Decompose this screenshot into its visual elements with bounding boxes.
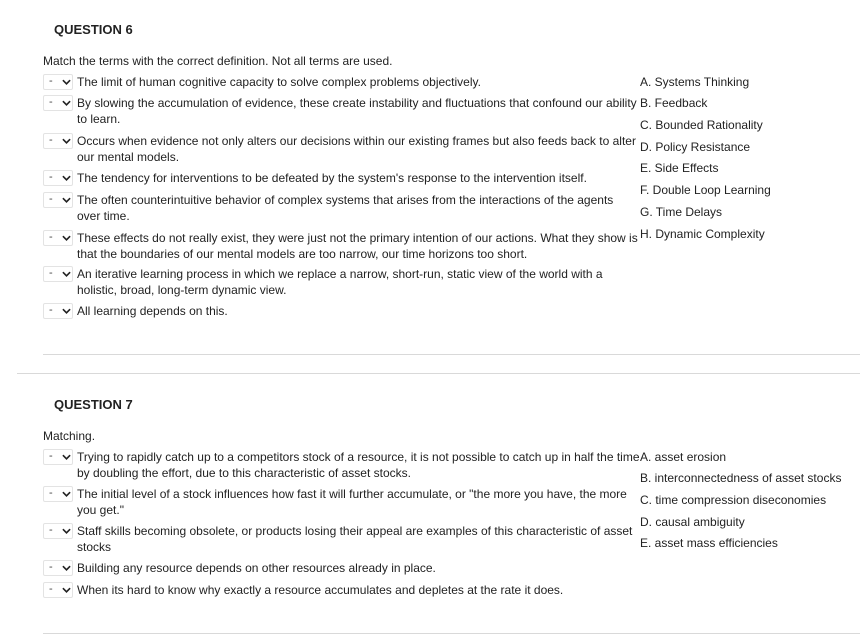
- chevron-down-icon: [62, 100, 71, 106]
- definition-text: The limit of human cognitive capacity to solve complex problems objectively.: [77, 75, 481, 89]
- dropdown-value: -: [49, 134, 53, 146]
- q7-option-d: D. causal ambiguity: [640, 515, 745, 529]
- definition-text: An iterative learning process in which we replace a narrow, short-run, static view of the world with a holistic, broad, long-term dynamic view.: [77, 267, 603, 297]
- definition-text: Building any resource depends on other resources already in place.: [77, 561, 436, 575]
- answer-dropdown[interactable]: [43, 170, 73, 186]
- definition-text: The tendency for interventions to be defeated by the system's response to the intervention itself.: [77, 171, 587, 185]
- dropdown-value: -: [49, 193, 53, 205]
- chevron-down-icon: [62, 587, 71, 593]
- q6-option-e: E. Side Effects: [640, 161, 719, 175]
- dropdown-value: -: [49, 450, 53, 462]
- definition-text: Occurs when evidence not only alters our decisions within our existing frames but also feeds back to alter our mental models.: [77, 134, 636, 164]
- chevron-down-icon: [62, 528, 71, 534]
- dropdown-value: -: [49, 304, 53, 316]
- definition-text: The often counterintuitive behavior of complex systems that arises from the interactions of the agents over time.: [77, 193, 614, 223]
- answer-dropdown[interactable]: [43, 192, 73, 208]
- answer-dropdown[interactable]: [43, 449, 73, 465]
- q6-option-d: D. Policy Resistance: [640, 140, 751, 154]
- answer-dropdown[interactable]: [43, 523, 73, 539]
- dropdown-value: -: [49, 75, 53, 87]
- definition-text: Trying to rapidly catch up to a competitors stock of a resource, it is not possible to catch up in half the time by doubling the effort, due to this characteristic of asset stocks.: [77, 450, 640, 480]
- q6-option-g: G. Time Delays: [640, 205, 723, 219]
- answer-dropdown[interactable]: [43, 303, 73, 319]
- answer-dropdown[interactable]: [43, 95, 73, 111]
- answer-dropdown[interactable]: [43, 133, 73, 149]
- dropdown-value: -: [49, 583, 53, 595]
- answer-dropdown[interactable]: [43, 486, 73, 502]
- dropdown-value: -: [49, 524, 53, 536]
- question-6-title: QUESTION 6: [54, 22, 133, 37]
- chevron-down-icon: [62, 491, 71, 497]
- answer-dropdown[interactable]: [43, 230, 73, 246]
- answer-dropdown[interactable]: [43, 266, 73, 282]
- dropdown-value: -: [49, 171, 53, 183]
- answer-dropdown[interactable]: [43, 582, 73, 598]
- chevron-down-icon: [62, 197, 71, 203]
- chevron-down-icon: [62, 138, 71, 144]
- chevron-down-icon: [62, 565, 71, 571]
- answer-dropdown[interactable]: [43, 560, 73, 576]
- dropdown-value: -: [49, 487, 53, 499]
- dropdown-value: -: [49, 561, 53, 573]
- definition-text: All learning depends on this.: [77, 304, 228, 318]
- q6-option-f: F. Double Loop Learning: [640, 183, 771, 197]
- definition-text: The initial level of a stock influences how fast it will further accumulate, or "the more you have, the more you get.": [77, 487, 627, 517]
- definition-text: These effects do not really exist, they were just not the primary intention of our actions. What they show is that the boundaries of our mental models are too narrow, our time horizons too short.: [77, 231, 638, 261]
- answer-dropdown[interactable]: [43, 74, 73, 90]
- definition-text: Staff skills becoming obsolete, or products losing their appeal are examples of this characteristic of asset stocks: [77, 524, 633, 554]
- q7-option-e: E. asset mass efficiencies: [640, 536, 778, 550]
- dropdown-value: -: [49, 96, 53, 108]
- chevron-down-icon: [62, 235, 71, 241]
- question-divider: [17, 373, 860, 374]
- q6-option-b: B. Feedback: [640, 96, 708, 110]
- chevron-down-icon: [62, 308, 71, 314]
- chevron-down-icon: [62, 271, 71, 277]
- q7-option-a: A. asset erosion: [640, 450, 727, 464]
- question-6-instructions: Match the terms with the correct definition. Not all terms are used.: [43, 54, 393, 68]
- question-6-bottom-divider: [43, 354, 860, 355]
- q6-option-h: H. Dynamic Complexity: [640, 227, 765, 241]
- question-7-title: QUESTION 7: [54, 397, 133, 412]
- q7-option-b: B. interconnectedness of asset stocks: [640, 471, 842, 485]
- chevron-down-icon: [62, 454, 71, 460]
- dropdown-value: -: [49, 267, 53, 279]
- chevron-down-icon: [62, 175, 71, 181]
- question-7-bottom-divider: [43, 633, 860, 634]
- definition-text: When its hard to know why exactly a resource accumulates and depletes at the rate it does.: [77, 583, 564, 597]
- chevron-down-icon: [62, 79, 71, 85]
- definition-text: By slowing the accumulation of evidence, these create instability and fluctuations that confound our ability to learn.: [77, 96, 637, 126]
- dropdown-value: -: [49, 231, 53, 243]
- q7-option-c: C. time compression diseconomies: [640, 493, 827, 507]
- q6-option-c: C. Bounded Rationality: [640, 118, 763, 132]
- q6-option-a: A. Systems Thinking: [640, 75, 750, 89]
- question-7-instructions: Matching.: [43, 429, 96, 443]
